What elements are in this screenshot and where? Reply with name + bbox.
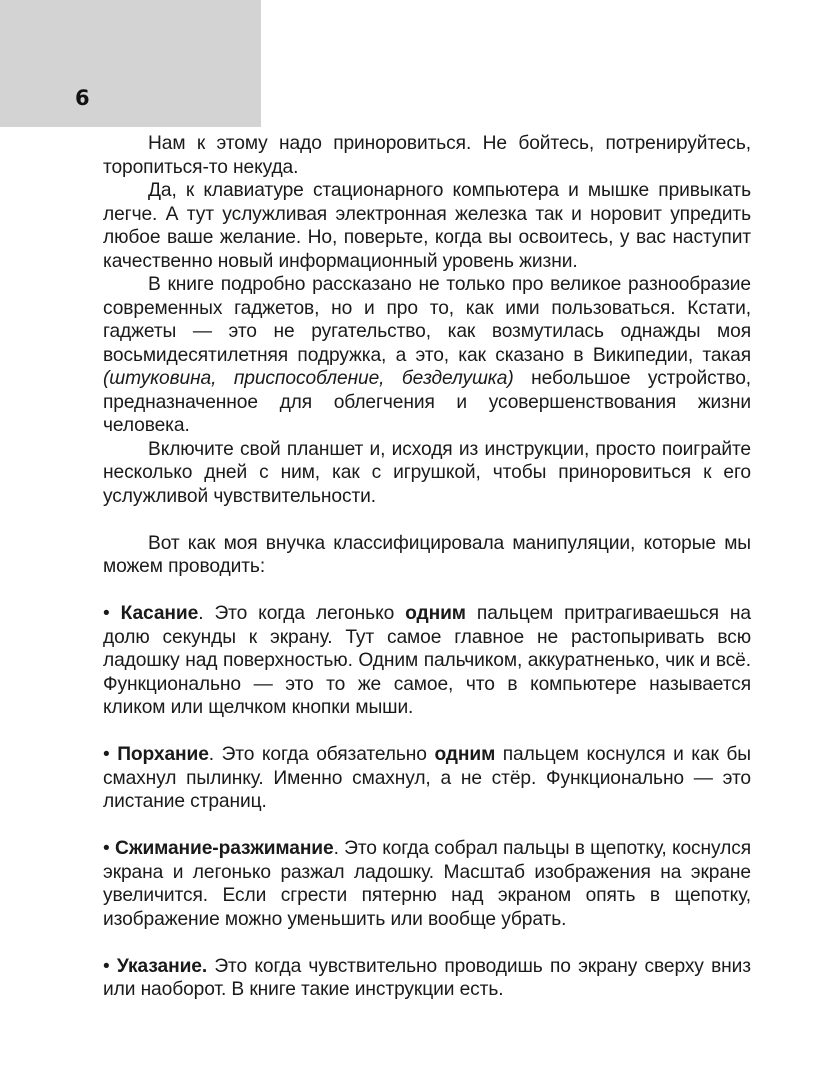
spacer [103, 814, 751, 838]
bullet-icon: • [103, 955, 110, 977]
paragraph-intro-2: Да, к клавиатуре стационарного компьютера и мышке привыкать легче. А тут услужливая электронная железка так и норовит упредить любое ваше желание. Но, поверьте, когда вы освоитесь, у вас наступит качественно новый информационный уровень жизни. [103, 180, 751, 272]
paragraph-intro-4: Включите свой планшет и, исходя из инструкции, просто поиграйте несколько дней с ним, как с игрушкой, чтобы приноровиться к его услужливой чувствительности. [103, 438, 751, 507]
gesture-term: Порхание [117, 744, 209, 765]
paragraph-text: В книге подробно рассказано не только про великое разнообразие современных гаджетов, но и про то, как ими пользоваться. Кстати, гаджеты — это не ругательство, как возмутилась однажды моя восьмидесятилетняя подружка, а это, как сказано в Википедии, такая [103, 274, 751, 366]
gesture-term: Указание. [116, 955, 208, 977]
page-body [103, 132, 751, 1002]
spacer [103, 720, 751, 744]
gesture-item-point [103, 955, 751, 1002]
gesture-item-pinch [103, 837, 751, 931]
spacer [103, 579, 751, 603]
gesture-item-tap [103, 602, 751, 720]
paragraph-intro-5: Вот как моя внучка классифицировала манипуляции, которые мы можем проводить: [103, 532, 751, 577]
gesture-term: Сжимание-разжимание [114, 838, 334, 859]
paragraph-intro-1: Нам к этому надо приноровиться. Не бойтесь, потренируйтесь, торопиться-то некуда. [103, 133, 751, 178]
page-number: 6 [75, 86, 90, 110]
spacer [103, 931, 751, 955]
spacer [103, 508, 751, 532]
italic-synonyms: (штуковина, приспособление, безделушка) [103, 368, 514, 389]
gesture-term: Касание [120, 603, 199, 624]
gesture-item-swipe [103, 743, 751, 814]
paragraph-text: небольшое устройство, предназначенное для облегчения и усовершенствования жизни человека. [103, 368, 751, 436]
bullet-icon: • [103, 603, 110, 624]
gesture-emphasis: одним [434, 744, 496, 765]
page-header-block [0, 0, 261, 127]
paragraph-intro-3 [103, 273, 751, 438]
gesture-text: Это когда чувствительно проводишь по экрану сверху вниз или наоборот. В книге такие инструкции есть. [103, 955, 751, 1000]
gesture-text: пальцем притрагиваешься на долю секунды к экрану. Тут самое главное не растопыривать всю ладошку над поверхностью. Одним пальчиком, аккуратненько, чик и всё. Функционально — это то же самое, что в компьютере называется кликом или щелчком кнопки мыши. [103, 603, 751, 718]
bullet-icon: • [103, 744, 110, 765]
bullet-icon: • [103, 838, 110, 859]
gesture-text: . Это когда обязательно [208, 744, 435, 765]
gesture-text: . Это когда собрал пальцы в щепотку, коснулся экрана и легонько разжал ладошку. Масштаб изображения на экране увеличится. Если сгрести пятерню над экраном опять в щепотку, изображение можно уменьшить или вообще убрать. [103, 838, 752, 930]
gesture-emphasis: одним [405, 603, 466, 624]
gesture-text: . Это когда легонько [198, 603, 406, 624]
gesture-text: пальцем коснулся и как бы смахнул пылинку. Именно смахнул, а не стёр. Функционально — это листание страниц. [103, 744, 751, 812]
